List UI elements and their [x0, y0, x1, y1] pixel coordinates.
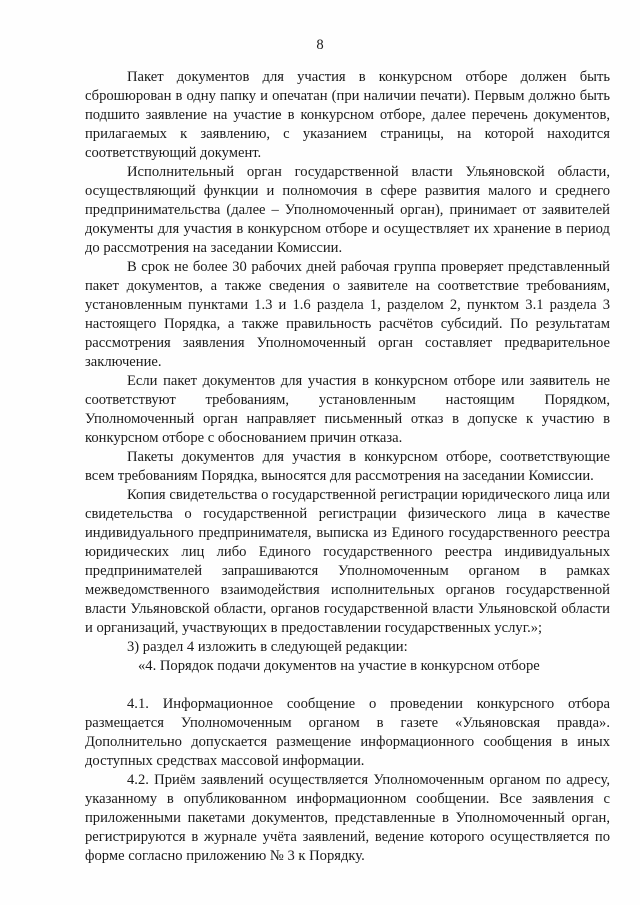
paragraph-commission-review: Пакеты документов для участия в конкурсном отборе, соответствующие всем требованиям Порядка, выносятся для рассмотрения на заседании Комиссии.: [85, 449, 610, 484]
amendment-list-item: 3) раздел 4 изложить в следующей редакции:: [127, 639, 408, 655]
paragraph-review-deadline: В срок не более 30 рабочих дней рабочая группа проверяет представленный пакет документов, а также сведения о заявителе на соответствие требованиям, установленным пунктами 1.3 и 1.6 раздела 1, разделом 2, пунктом 3.1 раздела 3 настоящего Порядка, а также правильность расчётов субсидий. По результатам рассмотрения заявления Уполномоченный орган составляет предварительное заключение.: [85, 259, 610, 370]
paragraph-registration-copy: Копия свидетельства о государственной регистрации юридического лица или свидетельства о государственной регистрации физического лица в качестве индивидуального предпринимателя, выписка из Единого государственного реестра юридических лиц либо Единого государственного реестра индивидуальных предпринимателей запрашиваются Уполномоченным органом в рамках межведомственного взаимодействия исполнительных органов государственной власти Ульяновской области, органов государственной власти Ульяновской области и организаций, участвующих в предоставлении государственных услуг.»;: [85, 487, 610, 636]
paragraph-authorized-body: Исполнительный орган государственной власти Ульяновской области, осуществляющий функции и полномочия в сфере развития малого и среднего предпринимательства (далее – Уполномоченный орган), принимает от заявителей документы для участия в конкурсном отборе и осуществляет их хранение в период до рассмотрения на заседании Комиссии.: [85, 164, 610, 256]
paragraph-4-2: 4.2. Приём заявлений осуществляется Уполномоченным органом по адресу, указанному в опубликованном информационном сообщении. Все заявления с приложенными пакетами документов, представленные в Уполномоченный орган, регистрируются в журнале учёта заявлений, ведение которого осуществляется по форме согласно приложению № 3 к Порядку.: [85, 772, 610, 864]
paragraph-4-1: 4.1. Информационное сообщение о проведении конкурсного отбора размещается Уполномоченным органом в газете «Ульяновская правда». Дополнительно допускается размещение информационного сообщения в иных доступных средствах массовой информации.: [85, 696, 610, 769]
paragraph-document-package: Пакет документов для участия в конкурсном отборе должен быть сброшюрован в одну папку и опечатан (при наличии печати). Первым должно быть подшито заявление на участие в конкурсном отборе, далее перечень документов, прилагаемых к заявлению, с указанием страницы, на которой находится соответствующий документ.: [85, 69, 610, 161]
section-heading: «4. Порядок подачи документов на участие в конкурсном отборе: [138, 658, 540, 674]
document-body: [85, 68, 610, 866]
page-number: 8: [316, 37, 324, 53]
paragraph-refusal: Если пакет документов для участия в конкурсном отборе или заявитель не соответствуют требованиям, установленным настоящим Порядком, Уполномоченный орган направляет письменный отказ в допуске к участию в конкурсном отборе с обоснованием причин отказа.: [85, 373, 610, 446]
spacer: [85, 676, 610, 695]
